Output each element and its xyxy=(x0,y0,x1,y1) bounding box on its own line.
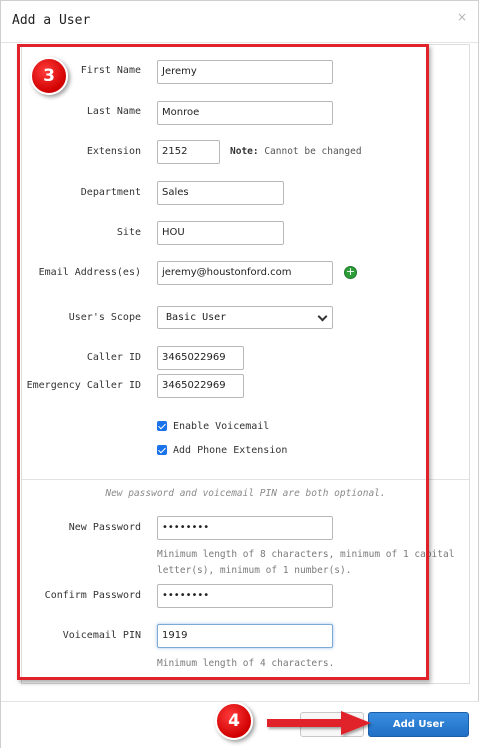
emergency-caller-id-field[interactable]: 3465022969 xyxy=(157,374,244,398)
annotation-arrow-icon xyxy=(263,707,375,737)
department-label: Department xyxy=(80,187,141,198)
voicemail-pin-field[interactable]: 1919 xyxy=(157,624,333,648)
caller-id-field[interactable]: 3465022969 xyxy=(157,346,244,370)
new-password-field[interactable]: •••••••• xyxy=(157,516,333,540)
step-3-badge: 3 xyxy=(30,57,68,95)
email-field[interactable]: jeremy@houstonford.com xyxy=(157,261,333,285)
pin-requirements-hint: Minimum length of 4 characters. xyxy=(157,658,335,669)
extension-field[interactable]: 2152 xyxy=(157,140,220,164)
scope-value: Basic User xyxy=(166,312,227,323)
add-phone-extension-label: Add Phone Extension xyxy=(173,444,288,456)
enable-voicemail-label: Enable Voicemail xyxy=(173,420,270,432)
voicemail-pin-label: Voicemail PIN xyxy=(62,630,141,641)
last-name-field[interactable]: Monroe xyxy=(157,101,333,125)
caller-id-label: Caller ID xyxy=(86,352,141,363)
new-password-label: New Password xyxy=(68,522,141,533)
emergency-caller-id-label: Emergency Caller ID xyxy=(26,380,141,391)
department-field[interactable]: Sales xyxy=(157,181,284,205)
note-prefix: Note: xyxy=(230,146,259,157)
optional-note: New password and voicemail PIN are both optional. xyxy=(105,488,386,499)
dialog-header xyxy=(1,1,478,43)
close-icon[interactable]: × xyxy=(456,10,467,24)
add-email-icon[interactable]: + xyxy=(345,265,356,278)
password-requirements-hint: Minimum length of 8 characters, minimum of 1 capital letter(s), minimum of 1 number(s). xyxy=(157,549,455,576)
note-text: Cannot be changed xyxy=(258,146,362,157)
email-label: Email Address(es) xyxy=(38,267,141,278)
confirm-password-label: Confirm Password xyxy=(44,590,141,601)
annotation-highlight-box xyxy=(17,44,429,680)
extension-label: Extension xyxy=(86,146,141,157)
site-label: Site xyxy=(116,227,141,238)
add-user-button[interactable]: Add User xyxy=(368,712,469,737)
last-name-label: Last Name xyxy=(86,106,141,117)
dialog-title: Add a User xyxy=(12,13,91,28)
step-4-badge: 4 xyxy=(215,702,253,740)
confirm-password-field[interactable]: •••••••• xyxy=(157,584,333,608)
scope-label: User's Scope xyxy=(68,312,141,323)
first-name-label: First Name xyxy=(80,65,141,76)
site-field[interactable]: HOU xyxy=(157,221,284,245)
first-name-field[interactable]: Jeremy xyxy=(157,60,333,84)
